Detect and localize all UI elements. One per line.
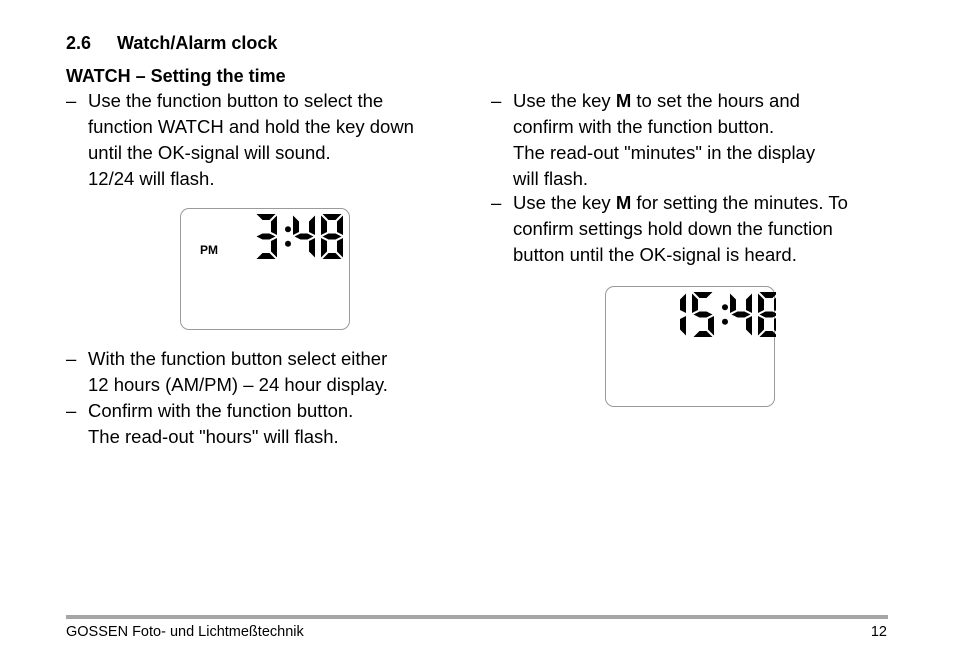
footer-company: GOSSEN Foto- und Lichtmeßtechnik <box>66 624 304 640</box>
lcd-segment <box>337 238 343 258</box>
step-watch-select <box>66 88 414 192</box>
section-title: Watch/Alarm clock <box>117 33 278 53</box>
lcd-digits <box>181 209 351 331</box>
lcd-segment <box>758 316 764 336</box>
step-set-minutes <box>491 190 848 268</box>
text-line: will flash. <box>513 168 589 189</box>
text-line: 12 hours (AM/PM) – 24 hour display. <box>88 374 388 395</box>
lcd-segment <box>708 316 714 336</box>
dash: – <box>491 192 502 213</box>
lcd-colon-dot <box>285 241 291 247</box>
lcd-segment <box>323 234 342 240</box>
lcd-segment <box>293 216 299 236</box>
text-line <box>513 190 848 216</box>
text-segment: for setting the minutes. To <box>631 192 848 213</box>
lcd-segment <box>321 238 327 258</box>
step-set-hours <box>491 88 816 192</box>
text-line: until the OK-signal will sound. <box>88 142 331 163</box>
dash: – <box>66 400 77 421</box>
lcd-segment <box>323 214 342 220</box>
text-line: The read-out "hours" will flash. <box>88 426 339 447</box>
section-number: 2.6 <box>66 33 92 53</box>
text-line: confirm settings hold down the function <box>513 218 833 239</box>
lcd-segment <box>680 294 686 314</box>
text-segment: Use the key <box>513 192 616 213</box>
dash: – <box>66 90 77 111</box>
lcd-colon-dot <box>285 226 291 232</box>
lcd-display-12h <box>180 208 350 330</box>
text-line: Use the function button to select the <box>88 90 384 111</box>
lcd-segment <box>760 331 777 337</box>
lcd-segment <box>295 234 314 240</box>
pm-indicator: PM <box>200 243 218 257</box>
lcd-segment <box>692 294 698 314</box>
lcd-segment <box>257 253 276 259</box>
section-heading <box>66 33 277 54</box>
lcd-segment <box>746 294 752 314</box>
text-line: function WATCH and hold the key down <box>88 116 414 137</box>
dash: – <box>491 90 502 111</box>
dash: – <box>66 348 77 369</box>
key-m: M <box>615 192 632 213</box>
footer-rule <box>66 615 888 619</box>
lcd-segment <box>758 294 764 314</box>
lcd-segment <box>694 292 713 298</box>
lcd-segment <box>760 292 777 298</box>
text-line: Confirm with the function button. <box>88 400 354 421</box>
text-line <box>513 88 815 114</box>
lcd-segment <box>337 216 343 236</box>
page-number: 12 <box>870 624 887 640</box>
text-line: 12/24 will flash. <box>88 168 215 189</box>
text-segment: Use the key <box>513 90 616 111</box>
lcd-digits <box>606 287 776 408</box>
lcd-segment <box>730 294 736 314</box>
lcd-segment <box>694 331 713 337</box>
lcd-colon-dot <box>722 319 728 325</box>
text-segment: to set the hours and <box>631 90 800 111</box>
text-line: confirm with the function button. <box>513 116 775 137</box>
text-line: The read-out "minutes" in the display <box>513 142 816 163</box>
lcd-segment <box>321 216 327 236</box>
lcd-display-24h <box>605 286 775 407</box>
lcd-segment <box>323 253 342 259</box>
subheading: WATCH – Setting the time <box>66 66 286 86</box>
lcd-segment <box>271 216 277 236</box>
lcd-segment <box>760 312 777 318</box>
step-select-hour-mode <box>66 346 388 398</box>
lcd-segment <box>271 238 277 258</box>
lcd-segment <box>774 294 776 314</box>
lcd-segment <box>309 216 315 236</box>
lcd-segment <box>309 238 315 258</box>
lcd-colon-dot <box>722 304 728 310</box>
lcd-segment <box>257 214 276 220</box>
lcd-segment <box>257 234 276 240</box>
text-line: button until the OK-signal is heard. <box>513 244 797 265</box>
key-m: M <box>615 90 632 111</box>
text-line: With the function button select either <box>88 348 388 369</box>
step-confirm-hours <box>66 398 354 450</box>
lcd-segment <box>680 316 686 336</box>
lcd-segment <box>774 316 776 336</box>
lcd-segment <box>732 312 751 318</box>
lcd-segment <box>694 312 713 318</box>
lcd-segment <box>746 316 752 336</box>
